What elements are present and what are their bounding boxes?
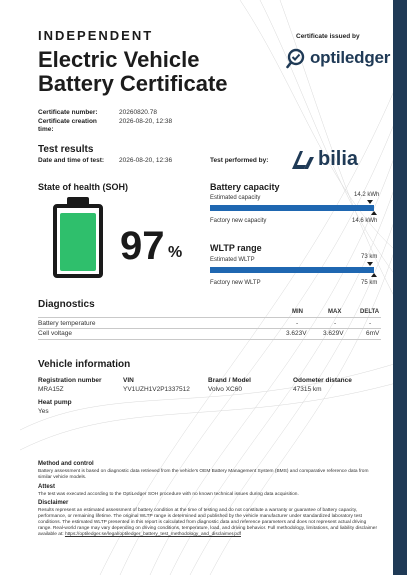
- diagnostics-row-min: 3.623V: [286, 330, 307, 337]
- test-results-heading: Test results: [38, 144, 94, 155]
- attest-text: The test was executed according to the OptiLedger SOH procedure with no known technical issues during data acquisition.: [38, 492, 299, 497]
- registration-value: MRA15Z: [38, 386, 64, 393]
- certificate-number-value: 20260820.78: [119, 109, 157, 116]
- disclaimer-link[interactable]: https://optiledger.se/legal/optiledger_battery_test_methodology_and_disclaimer.pdf: [64, 532, 241, 537]
- brand-label: Brand / Model: [208, 377, 251, 384]
- header-kicker: INDEPENDENT: [38, 28, 154, 43]
- battery-icon: [53, 204, 103, 278]
- factory-capacity-marker: [371, 211, 377, 215]
- disclaimer-text: Results represent an estimated assessment of battery condition at the time of testing and do not constitute a warranty or guarantee of battery capacity, performance, or remaining lifetime. The original WLTP range is determined and published by the vehicle manufacturer under standardized laboratory test conditions. The estimated WLTP presented in this report is calculated from diagnostic data and reference parameters and does not represent actual driving range. Real-world range may vary depending on driving conditions, temperature, load, and driving behavior. Full methodology, limitations, and liability disclaimer available at:: [38, 508, 378, 537]
- certificate-creation-label: [38, 118, 97, 134]
- diagnostics-row-delta: 6mV: [366, 330, 380, 337]
- diagnostics-heading: Diagnostics: [38, 299, 95, 310]
- vehicle-heading: Vehicle information: [38, 359, 131, 370]
- diagnostics-row-max: 3.629V: [323, 330, 344, 337]
- creation-label-line-2: time:: [38, 126, 54, 133]
- heat-pump-value: Yes: [38, 408, 49, 415]
- right-accent-bar: [393, 0, 407, 575]
- diagnostics-row-min: -: [296, 320, 299, 327]
- capacity-bar: [210, 205, 374, 211]
- diagnostics-col-delta: DELTA: [360, 309, 380, 315]
- performer-logo: [290, 148, 358, 171]
- diagnostics-col-max: MAX: [328, 309, 342, 315]
- certificate-number-label: Certificate number:: [38, 109, 98, 116]
- diagnostics-row-divider: [38, 328, 381, 329]
- heat-pump-label: Heat pump: [38, 399, 72, 406]
- performed-by-label: Test performed by:: [210, 157, 269, 164]
- performer-name: bilia: [318, 148, 359, 170]
- test-datetime-value: 2026-08-20, 12:36: [119, 157, 173, 164]
- estimated-capacity-label: Estimated capacity: [210, 195, 261, 201]
- page-title: [38, 48, 288, 96]
- diagnostics-row-label: Cell voltage: [38, 330, 72, 337]
- issuer-name: optiledger: [310, 48, 391, 67]
- brand-value: Volvo XC60: [208, 386, 242, 393]
- diagnostics-divider: [38, 317, 381, 318]
- issued-by-label: Certificate issued by: [296, 33, 360, 40]
- battery-fill-level: [60, 213, 96, 271]
- wltp-heading: WLTP range: [210, 243, 262, 253]
- odometer-value: 47315 km: [293, 386, 322, 393]
- factory-wltp-marker: [371, 273, 377, 277]
- soh-value: 97: [120, 224, 165, 268]
- factory-capacity-label: Factory new capacity: [210, 218, 267, 224]
- test-datetime-label: Date and time of test:: [38, 157, 105, 164]
- estimated-wltp-label: Estimated WLTP: [210, 257, 255, 263]
- diagnostics-row-max: -: [334, 320, 337, 327]
- diagnostics-col-min: MIN: [292, 309, 303, 315]
- vin-label: VIN: [123, 377, 134, 384]
- wltp-bar: [210, 267, 374, 273]
- creation-label-line-1: Certificate creation: [38, 118, 97, 125]
- certificate-creation-value: 2026-08-20, 12:38: [119, 118, 173, 125]
- diagnostics-row-delta: -: [369, 320, 372, 327]
- method-heading: Method and control: [38, 461, 94, 467]
- odometer-label: Odometer distance: [293, 377, 352, 384]
- attest-heading: Attest: [38, 484, 56, 490]
- estimated-capacity-marker: [367, 200, 373, 204]
- diagnostics-row-divider: [38, 339, 381, 340]
- title-line-1: Electric Vehicle: [38, 47, 200, 72]
- estimated-capacity-value: 14.2 kWh: [354, 192, 380, 198]
- registration-label: Registration number: [38, 377, 102, 384]
- factory-wltp-value: 75 km: [361, 280, 378, 286]
- method-text: Battery assessment is based on diagnostic data retrieved from the vehicle's OEM Battery Management System (BMS) and comparative reference data from similar vehicle models.: [38, 469, 369, 480]
- disclaimer-heading: Disclaimer: [38, 500, 69, 506]
- factory-wltp-label: Factory new WLTP: [210, 280, 261, 286]
- estimated-wltp-value: 73 km: [361, 254, 378, 260]
- disclaimer-block: [38, 508, 381, 538]
- issuer-logo: [286, 46, 390, 70]
- factory-capacity-value: 14.6 kWh: [352, 218, 378, 224]
- soh-heading: State of health (SOH): [38, 182, 129, 192]
- vin-value: YV1UZH1V2P1337512: [123, 386, 190, 393]
- estimated-wltp-marker: [367, 262, 373, 266]
- battery-capacity-heading: Battery capacity: [210, 182, 280, 192]
- magnifier-check-icon: [286, 47, 308, 69]
- soh-unit: %: [168, 244, 183, 261]
- diagnostics-row-label: Battery temperature: [38, 320, 96, 327]
- bilia-mark-icon: [290, 149, 316, 171]
- title-line-2: Battery Certificate: [38, 71, 228, 96]
